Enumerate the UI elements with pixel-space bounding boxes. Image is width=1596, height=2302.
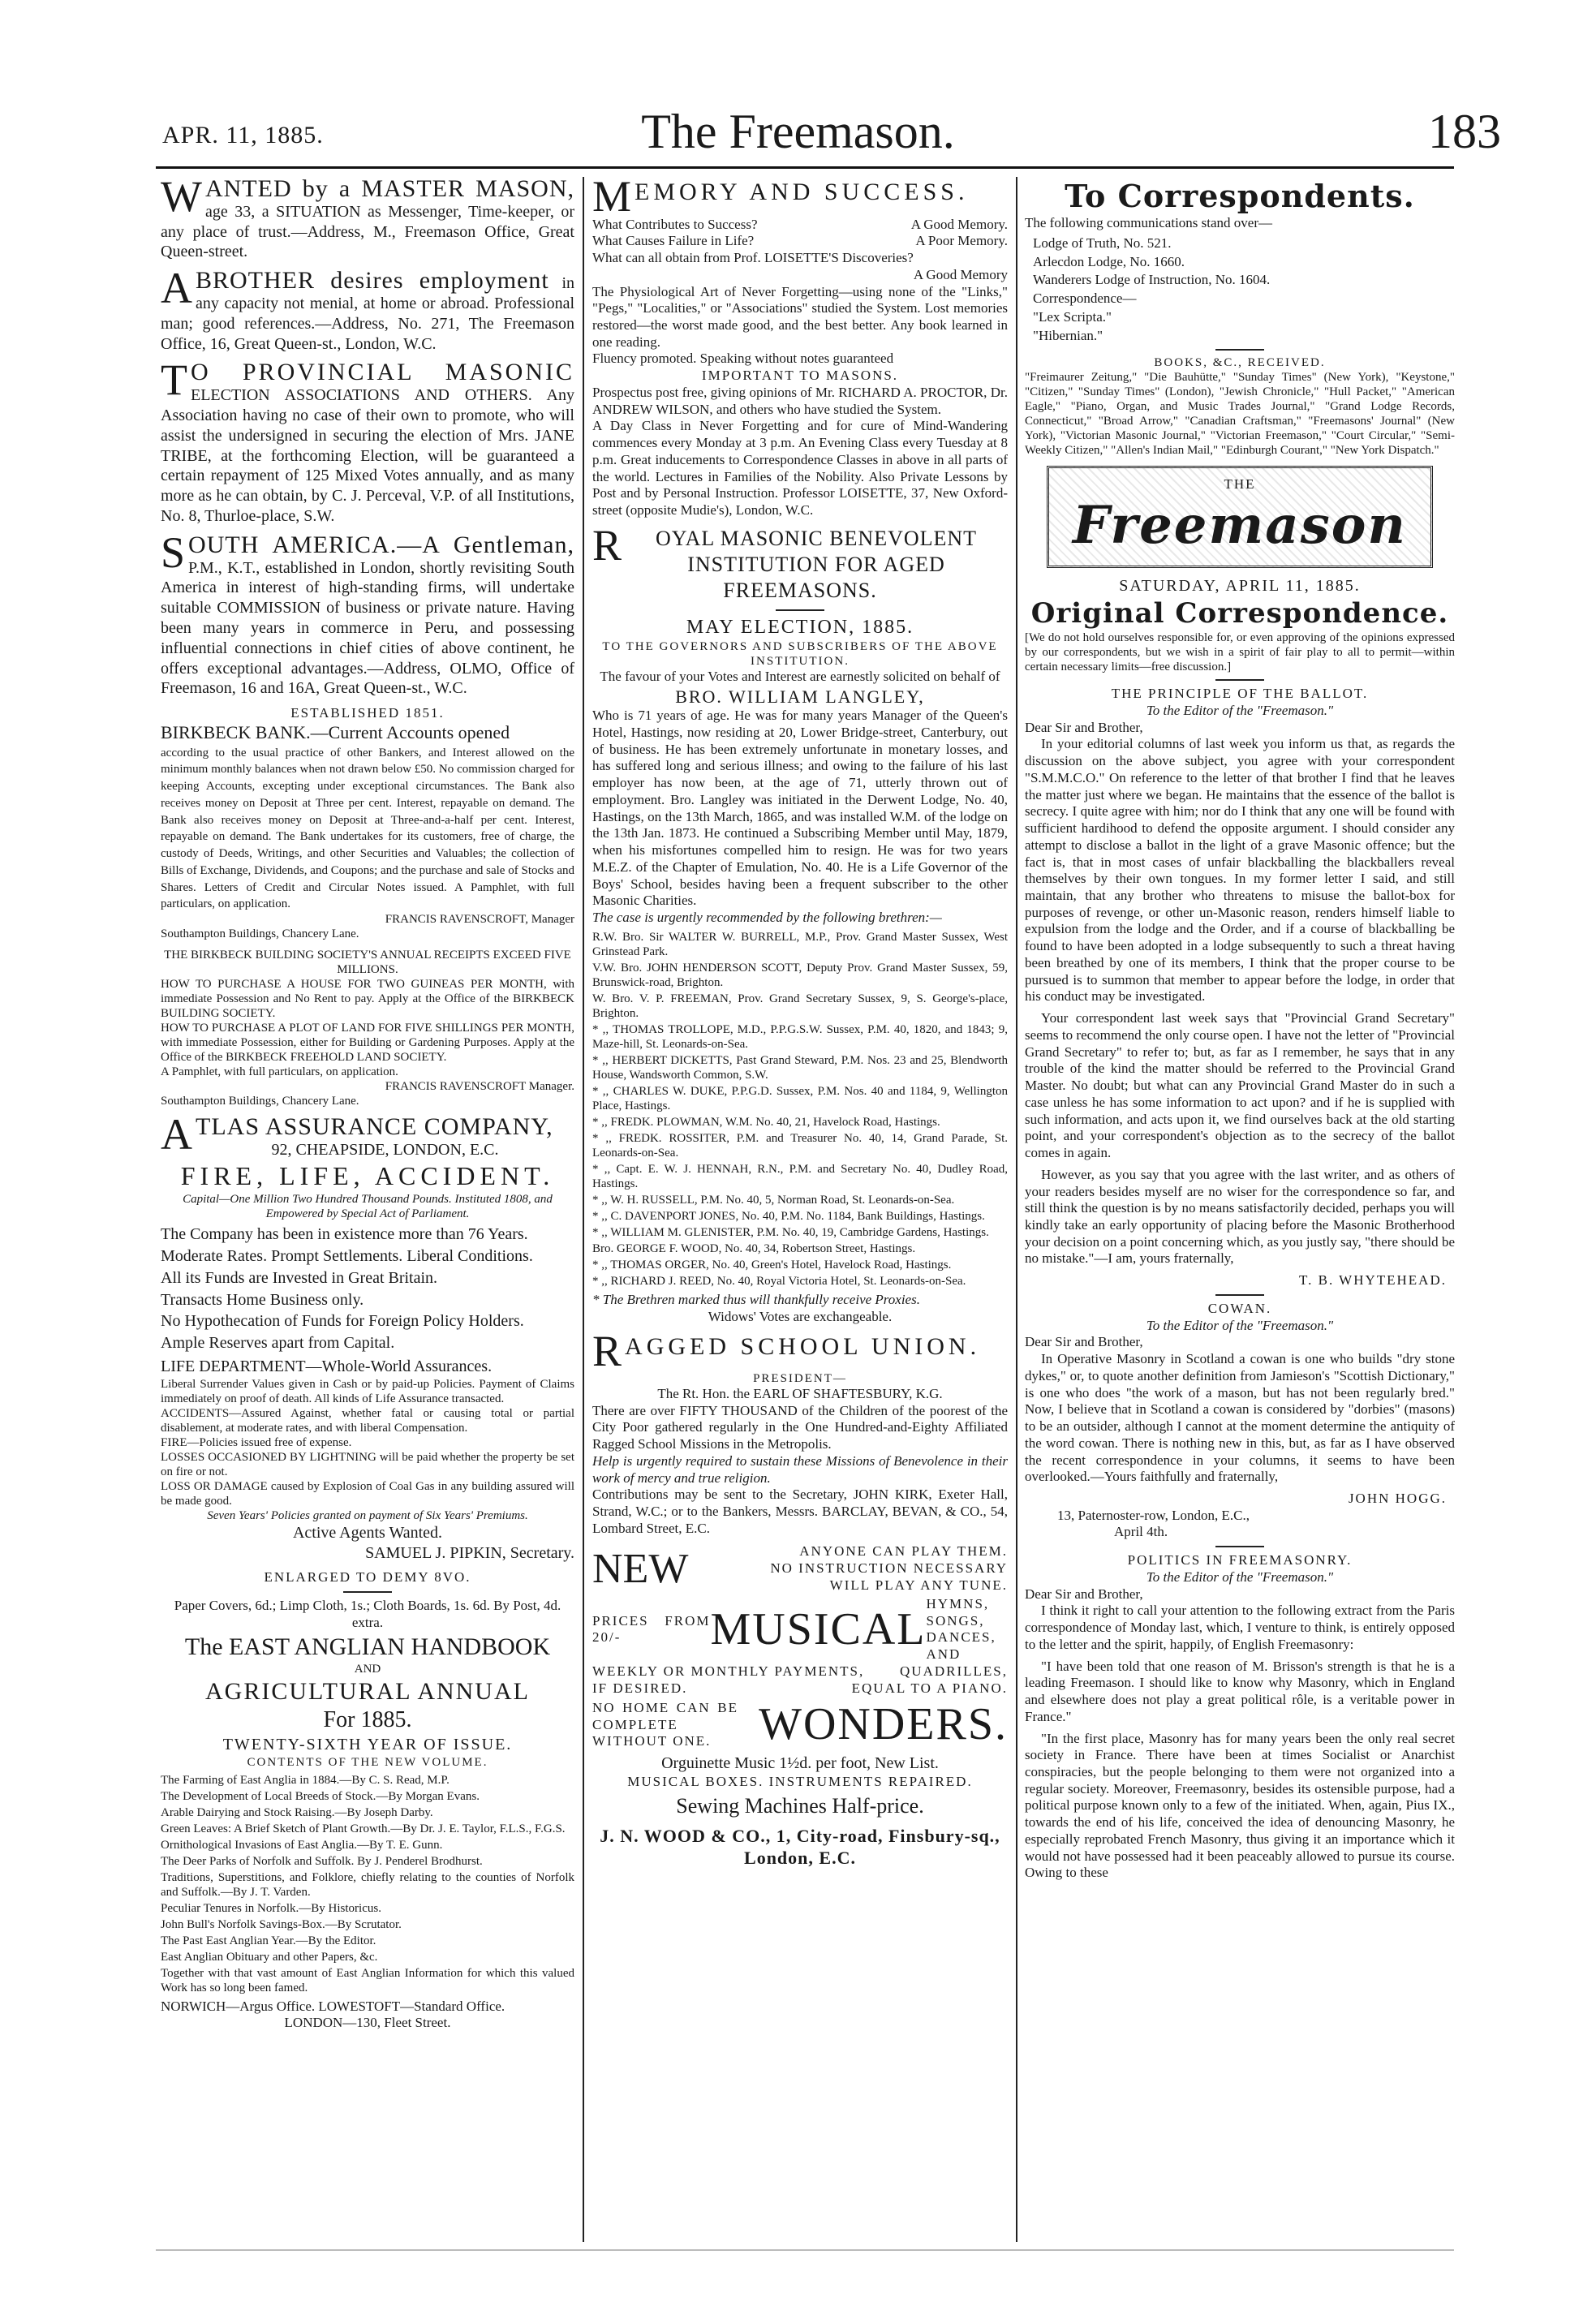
saturday-date: SATURDAY, APRIL 11, 1885. bbox=[1119, 577, 1361, 596]
ravenscroft-1: FRANCIS RAVENSCROFT, Manager bbox=[385, 913, 574, 927]
pamphlet-2: A Pamphlet, with full particulars, on application. bbox=[161, 1065, 398, 1079]
hogg-signature: JOHN HOGG. bbox=[1348, 1490, 1447, 1506]
established: ESTABLISHED 1851. bbox=[290, 705, 445, 721]
politics-paragraph: I think it right to call your attention to the following extract from the Paris correspondence of Monday last, which, I venture to think, is entirely opposed to the letter and the spirit, happily, of English Freemasonry: bbox=[1025, 1603, 1455, 1652]
qa-question: What Causes Failure in Life? bbox=[592, 233, 755, 249]
dropcap-t: T bbox=[161, 355, 187, 405]
disclaimer: [We do not hold ourselves responsible for, or even approving of the opinions expressed by our correspondents, but we wish in a spirit of fair play to all to permit—within certain necessary limits—free discussion.] bbox=[1025, 631, 1455, 674]
qa-answer: A Poor Memory. bbox=[915, 233, 1008, 249]
ad-atlas bbox=[161, 1110, 574, 1563]
ad-provincial-head: O PROVINCIAL MASONIC bbox=[191, 359, 574, 386]
ad-birkbeck-society bbox=[161, 948, 574, 1108]
ad-provincial bbox=[161, 355, 574, 526]
hymns: HYMNS, SONGS, DANCES, AND bbox=[926, 1595, 996, 1663]
pipkin: SAMUEL J. PIPKIN, Secretary. bbox=[365, 1543, 574, 1562]
memory-body: The Physiological Art of Never Forgetting—using none of the "Links," "Pegs," "Localities," or "Associations" studied the System. Lost memories restored—the worst made good, and the best better. Any book learned in one reading. bbox=[592, 283, 1008, 350]
ad-memory bbox=[592, 177, 1008, 519]
no-instruction: NO INSTRUCTION NECESSARY bbox=[770, 1560, 1008, 1577]
contents-item: The Farming of East Anglia in 1884.—By C. S. Read, M.P. bbox=[161, 1773, 450, 1787]
to-governors: TO THE GOVERNORS AND SUBSCRIBERS OF THE ABOVE INSTITUTION. bbox=[602, 640, 998, 669]
qa-answer: A Good Memory. bbox=[910, 216, 1008, 232]
birkbeck-head: BIRKBECK BANK.—Current Accounts opened bbox=[161, 721, 510, 742]
anyone: ANYONE CAN PLAY THEM. bbox=[799, 1543, 1008, 1560]
cowan-head: COWAN. bbox=[1207, 1300, 1272, 1316]
original-correspondence-head: Original Correspondence. bbox=[1030, 597, 1449, 630]
dropcap-m: M bbox=[592, 177, 632, 221]
ad-provincial-body: ELECTION ASSOCIATIONS AND OTHERS. Any Association having no case of their own to promote, who will assist the undersigned in securing the election of Mrs. JANE TRIBE, at the forthcoming Election, will be guaranteed a certain repayment of 125 Mixed Votes annually, and as many more as he can obtain, by C. J. Perceval, V.P. of all Institutions, No. 8, Thurloe-place, S.W. bbox=[161, 386, 574, 525]
qa-question: What Contributes to Success? bbox=[592, 216, 758, 232]
header-rule bbox=[156, 166, 1454, 169]
contents-item: Traditions, Superstitions, and Folklore, chiefly relating to the counties of Norfolk and Suffolk.—By J. T. Varden. bbox=[161, 1870, 574, 1899]
brethren-item: Bro. GEORGE F. WOOD, No. 40, 34, Robertson Street, Hastings. bbox=[592, 1241, 916, 1255]
handbook-issue: TWENTY-SIXTH YEAR OF ISSUE. bbox=[222, 1735, 513, 1753]
cowan-dear: Dear Sir and Brother, bbox=[1025, 1334, 1143, 1350]
brethren-item: * ,, RICHARD J. REED, No. 40, Royal Victoria Hotel, St. Leonards-on-Sea. bbox=[592, 1274, 966, 1288]
fluency: Fluency promoted. Speaking without notes guaranteed bbox=[592, 351, 894, 367]
contents-item: The Deer Parks of Norfolk and Suffolk. By J. Penderel Brodhurst. bbox=[161, 1854, 483, 1868]
ad-wanted-head: ANTED by a MASTER MASON, bbox=[204, 177, 574, 202]
house-ad: HOW TO PURCHASE A HOUSE FOR TWO GUINEAS PER MONTH, with immediate Possession and No Rent to pay. Apply at the Office of the BIRKBECK BUILDING SOCIETY. bbox=[161, 978, 574, 1021]
politics-head: POLITICS IN FREEMASONRY. bbox=[1127, 1552, 1353, 1568]
brethren-list bbox=[592, 930, 1008, 1289]
memory-head: EMORY AND SUCCESS. bbox=[635, 179, 969, 205]
recommended: The case is urgently recommended by the following brethren:— bbox=[592, 910, 942, 926]
dropcap-a: A bbox=[161, 264, 192, 313]
brethren-item: * ,, Capt. E. W. J. HENNAH, R.N., P.M. and Secretary No. 40, Dudley Road, Hastings. bbox=[592, 1162, 1008, 1190]
life-dept: LIFE DEPARTMENT—Whole-World Assurances. bbox=[161, 1358, 493, 1376]
weekly-row bbox=[592, 1663, 1008, 1680]
brethren-item: * ,, WILLIAM M. GLENISTER, P.M. No. 40, 19, Cambridge Gardens, Hastings. bbox=[592, 1225, 989, 1239]
important: IMPORTANT TO MASONS. bbox=[701, 368, 899, 384]
new-notes bbox=[770, 1543, 1008, 1595]
atlas-feature: Transacts Home Business only. bbox=[161, 1290, 364, 1309]
norwich: NORWICH—Argus Office. LOWESTOFT—Standard Office. bbox=[161, 1998, 505, 2014]
page-number: 183 bbox=[1428, 105, 1501, 158]
if-desired: IF DESIRED. bbox=[592, 1680, 688, 1696]
handbook-prices: Paper Covers, 6d.; Limp Cloth, 1s.; Cloth Boards, 1s. 6d. By Post, 4d. extra. bbox=[174, 1598, 561, 1630]
divider bbox=[1215, 1294, 1264, 1296]
may-election: MAY ELECTION, 1885. bbox=[686, 616, 914, 638]
contents-item: Ornithological Invasions of East Anglia.—By T. E. Gunn. bbox=[161, 1838, 443, 1852]
plot-ad: HOW TO PURCHASE A PLOT OF LAND FOR FIVE SHILLINGS PER MONTH, with immediate Possession, either for Building or Gardening Purposes. Apply at the Office of the BIRKBECK FREEHOLD LAND SOCIETY. bbox=[161, 1022, 574, 1065]
books-body: "Freimaurer Zeitung," "Die Bauhütte," "Sunday Times" (New York), "Keystone," "Citizen," "Sunday Times" (London), "Jewish Chronicle," "Hull Packet," "American Eagle," "Piano, Organ, and Music Trades Journal," "Grand Lodge Records, Connecticut," "Broad Arrow," "Canadian Craftsman," "Freemasons' Journal" (New York), "Victorian Masonic Journal," "Victorian Freemason," "Court Circular," "Semi-Weekly Citizen," "Allen's Indian Mail," "Edinburgh Courant," "New York Dispatch." bbox=[1025, 371, 1455, 458]
whytehead-signature: T. B. WHYTEHEAD. bbox=[1299, 1272, 1447, 1289]
brethren-item: * ,, HERBERT DICKETTS, Past Grand Steward, P.M. Nos. 23 and 25, Blendworth House, Wandsworth Common, S.W. bbox=[592, 1053, 1008, 1082]
column-3 bbox=[1025, 177, 1455, 2302]
handbook-annual: AGRICULTURAL ANNUAL bbox=[205, 1677, 530, 1705]
equal-piano: EQUAL TO A PIANO. bbox=[851, 1680, 1008, 1696]
stand-over-item: Correspondence— bbox=[1033, 290, 1137, 307]
seven-years: Seven Years' Policies granted on payment of Six Years' Premiums. bbox=[207, 1508, 528, 1522]
brethren-item: * ,, THOMAS ORGER, No. 40, Green's Hotel, Havelock Road, Hastings. bbox=[592, 1258, 952, 1271]
ballot-paragraph: In your editorial columns of last week you inform us that, as regards the discussion on the above subject, you agree with your correspondent "S.M.M.C.O." On reference to the letter of that brother I find that he leaves the matter just where we began. He maintains that the essence of the ballot is secrecy. I quite agree with him; nor do I think that any one will be found with sufficient hardihood to defend the opposite argument. I should consider any attempt to disclose a ballot in the light of a grave Masonic offence; but the fact is, that in most cases of unfair blackballing the blackballers reveal themselves by their own tongues. In my former letter I said, and still maintain, that any brother who threatens to misuse the ballot-box for purposes of revenge, or other un-Masonic reason, renders himself liable to expulsion from the lodge and the Order, and if a course of blackballing be found to have been adopted in a lodge subsequently to such a threat having been breathed by one of its members, I think that the proper course to be pursued is to summon that member to appear before the lodge, in order that his conduct may be investigated. bbox=[1025, 736, 1455, 1005]
ad-brother-body: in any capacity not menial, at home or abroad. Professional man; good references.—Address, No. 271, The Freemason Office, 16, Great Queen-st., London, W.C. bbox=[161, 274, 574, 353]
contents-item: Together with that vast amount of East Anglian Information for which this valued Work has so long been famed. bbox=[161, 1966, 574, 1994]
weekly: WEEKLY OR MONTHLY PAYMENTS, bbox=[592, 1663, 865, 1679]
prospectus: Prospectus post free, giving opinions of Mr. RICHARD A. PROCTOR, Dr. ANDREW WILSON, and others who have studied the System. bbox=[592, 384, 1008, 417]
ballot-to: To the Editor of the "Freemason." bbox=[1146, 702, 1334, 718]
no-home: NO HOME CAN BE COMPLETE WITHOUT ONE. bbox=[592, 1699, 738, 1749]
ballot-dear: Dear Sir and Brother, bbox=[1025, 719, 1143, 735]
issue-date: APR. 11, 1885. bbox=[162, 122, 324, 148]
stand-over-item: Arlecdon Lodge, No. 1660. bbox=[1033, 253, 1185, 269]
politics-to: To the Editor of the "Freemason." bbox=[1146, 1568, 1334, 1585]
ballot-paragraph: However, as you say that you agree with the last writer, and as others of your readers besides myself are no wiser for the correspondence so far, and still think the question is by no means satisfactorily decided, perhaps you will kindly take an early opportunity of placing before the Masonic Brotherhood your decision on a point concerning which, as you justly say, "there should be no mistake."—I am, yours fraternally, bbox=[1025, 1166, 1455, 1267]
new: NEW bbox=[592, 1546, 689, 1593]
footer-rule bbox=[156, 2249, 1454, 2251]
musical: MUSICAL bbox=[710, 1603, 927, 1654]
ad-south-america bbox=[161, 527, 574, 699]
musical-row bbox=[592, 1596, 1008, 1663]
column-2 bbox=[592, 177, 1008, 2302]
page-header bbox=[0, 0, 1596, 166]
southampton-1: Southampton Buildings, Chancery Lane. bbox=[161, 927, 359, 941]
stand-over: The following communications stand over— bbox=[1025, 215, 1272, 231]
brethren-item: * ,, FREDK. ROSSITER, P.M. and Treasurer No. 40, 14, Grand Parade, St. Leonards-on-Sea. bbox=[592, 1131, 1008, 1160]
divider bbox=[1215, 349, 1264, 351]
langley-body: Who is 71 years of age. He was for many years Manager of the Queen's Hotel, Hastings, now residing at 20, Lower Bridge-street, Canterbury, out of business. He has been extremely unfortunate in monetary losses, and has suffered long and serious illness; and owing to the failure of his last employer has now been, at the age of 71, utterly thrown out of employment. Bro. Langley was initiated in the Derwent Lodge, No. 40, Hastings, on the 13th March, 1865, and was installed W.M. of the lodge on the 13th Jan. 1873. He continued a Subscribing Member until May, 1879, when his misfortunes compelled him to resign. He was for two years M.E.Z. of the Chapter of Emulation, No. 40. He is a Life Governor of the Boys' School, besides having been a frequent subscriber to the other Masonic Charities. bbox=[592, 708, 1008, 909]
accidents: ACCIDENTS—Assured Against, whether fatal or causing total or partial disablement, at moderate rates, and with liberal Compensation. bbox=[161, 1406, 574, 1435]
dropcap-r: R bbox=[592, 520, 622, 570]
atlas-features bbox=[161, 1224, 574, 1353]
ad-brother bbox=[161, 264, 574, 354]
books-head: BOOKS, &C., RECEIVED. bbox=[1154, 356, 1326, 370]
cowan-paragraph: In Operative Masonry in Scotland a cowan is one who builds "dry stone dykes," or, to quote another definition from Jamieson's "Scottish Dictionary," is one who does "the work of a mason, but has not been regularly bred." Now, I believe that in Scotland a cowan is considered by "dorbies" (masons) to be an outsider, although I cannot at the moment determine the antiquity of the word cowan. There is nothing new in this, but, as far as I have observed the recent correspondence in your columns, it seems to have been overlooked.—Yours faithfully and fraternally, bbox=[1025, 1351, 1455, 1485]
langley-name: BRO. WILLIAM LANGLEY, bbox=[675, 686, 925, 707]
ad-south-body: P.M., K.T., established in London, shortly revisiting South America in interest of high-standing firms, will undertake suitable COMMISSION of business or private nature. Having been many years in commerce in Peru, and possessing influential connections in chief cities of above continent, he offers exceptional advantages.—Address, OLMO, Office of Freemason, 16 and 16A, Great Queen-st., W.C. bbox=[161, 558, 574, 698]
contents-item: Arable Dairying and Stock Raising.—By Joseph Darby. bbox=[161, 1805, 433, 1819]
contents-item: Peculiar Tenures in Norfolk.—By Historicus. bbox=[161, 1901, 381, 1915]
atlas-head: TLAS ASSURANCE COMPANY, bbox=[196, 1113, 553, 1141]
qa-row bbox=[592, 250, 1008, 283]
atlas-address: 92, CHEAPSIDE, LONDON, E.C. bbox=[271, 1140, 499, 1159]
atlas-feature: Ample Reserves apart from Capital. bbox=[161, 1334, 395, 1353]
widows: Widows' Votes are exchangeable. bbox=[708, 1308, 893, 1324]
atlas-capital: Capital—One Million Two Hundred Thousand Pounds. Instituted 1808, and Empowered by Special Act of Parliament. bbox=[183, 1193, 553, 1221]
enlarged: ENLARGED TO DEMY 8VO. bbox=[264, 1569, 471, 1586]
freemason-banner bbox=[1047, 466, 1433, 568]
life-body: Liberal Surrender Values given in Cash or by paid-up Policies. Payment of Claims immediately on proof of death. All kinds of Life Assurance transacted. bbox=[161, 1377, 574, 1405]
wonders-row bbox=[592, 1697, 1008, 1753]
qa-question: What can all obtain from Prof. LOISETTE'S Discoveries? bbox=[592, 250, 914, 266]
dropcap-atlas: A bbox=[161, 1110, 192, 1160]
dropcap-s: S bbox=[161, 527, 186, 577]
dropcap-w: W bbox=[161, 177, 202, 221]
column-1 bbox=[161, 177, 574, 2302]
wood-address: J. N. WOOD & CO., 1, City-road, Finsbury-sq., London, E.C. bbox=[600, 1825, 1000, 1868]
favour: The favour of your Votes and Interest are earnestly solicited on behalf of bbox=[600, 669, 1000, 685]
brethren-item: * ,, THOMAS TROLLOPE, M.D., P.P.G.S.W. Sussex, P.M. 40, 1820, and 1843; 9, Maze-hill, St. Leonards-on-Sea. bbox=[592, 1022, 1008, 1051]
ragged-body: There are over FIFTY THOUSAND of the Children of the poorest of the City Poor gathered regularly in the One Hundred-and-Eighty Affiliated Ragged School Missions in the Metropolis. bbox=[592, 1402, 1008, 1452]
to-correspondents-head: To Correspondents. bbox=[1065, 178, 1415, 214]
contents-item: Green Leaves: A Brief Sketch of Plant Growth.—By Dr. J. E. Taylor, F.L.S., F.G.S. bbox=[161, 1822, 566, 1835]
loss-damage: LOSS OR DAMAGE caused by Explosion of Coal Gas in any building assured will be made good. bbox=[161, 1479, 574, 1508]
stand-over-item: Wanderers Lodge of Instruction, No. 1604. bbox=[1033, 272, 1271, 288]
birkbeck-body: according to the usual practice of other Bankers, and Interest allowed on the minimum monthly balances when not drawn below £50. No commission charged for keeping Accounts, excepting under exceptional circumstances. The Bank also receives money on Deposit at Three per cent. Interest, repayable on demand. The Bank also receives money on Deposit at Three-and-a-half per cent. Interest, repayable on demand. The Bank undertakes for its customers, free of charge, the custody of Deeds, Writings, and other Securities and Valuables; the collection of Bills of Exchange, Dividends, and Coupons; and the purchase and sale of Stocks and Shares. Letters of Credit and Circular Notes issued. A Pamphlet, with full particulars, on application. bbox=[161, 746, 574, 911]
banner-the: THE bbox=[1224, 476, 1256, 493]
divider bbox=[1215, 1546, 1264, 1547]
contents-head: CONTENTS OF THE NEW VOLUME. bbox=[247, 1755, 488, 1769]
brethren-item: V.W. Bro. JOHN HENDERSON SCOTT, Deputy Prov. Grand Master Sussex, 59, Brunswick-road, Brighton. bbox=[592, 961, 1008, 989]
ravenscroft-2: FRANCIS RAVENSCROFT Manager. bbox=[385, 1080, 574, 1094]
column-divider-1 bbox=[583, 177, 584, 2242]
contributions: Contributions may be sent to the Secretary, JOHN KIRK, Exeter Hall, Strand, W.C.; or to the Bankers, Messrs. BARCLAY, BEVAN, & CO., 54, Lombard Street, E.C. bbox=[592, 1487, 1008, 1536]
handbook-year: For 1885. bbox=[323, 1707, 412, 1733]
divider bbox=[776, 609, 824, 611]
ad-south-head: OUTH AMERICA.—A Gentleman, bbox=[188, 531, 574, 558]
hogg-date: April 4th. bbox=[1114, 1524, 1168, 1540]
politics-paragraph: "I have been told that one reason of M. Brisson's strength is that he is a leading Freemason. I should like to know why Masonry, which in England and elsewhere does not play a great political rôle, is a veritable power in France." bbox=[1025, 1658, 1455, 1724]
london-address: LONDON—130, Fleet Street. bbox=[284, 2015, 451, 2031]
handbook-title: The EAST ANGLIAN HANDBOOK bbox=[184, 1633, 551, 1660]
stand-over-item: "Lex Scripta." bbox=[1033, 308, 1112, 325]
musical-boxes: MUSICAL BOXES. INSTRUMENTS REPAIRED. bbox=[627, 1773, 973, 1789]
ballot-paragraph: Your correspondent last week says that "Provincial Grand Secretary" seems to recommend the only course open. I have not the letter of "Provincial Grand Secretary" to refer to; but, as far as I remember, he says that in any trouble of the kind the matter should be referred to the Provincial Grand Master. No doubt; but what can any Provincial Grand Master do in such a case unless he has some information to act upon? and if he is supplied with such information, and acts upon it, we find ourselves back at the old starting point, and your correspondent's objection as to the secrecy of the ballot comes in again. bbox=[1025, 1010, 1455, 1161]
stand-over-list bbox=[1033, 235, 1455, 344]
sewing: Sewing Machines Half-price. bbox=[676, 1794, 924, 1818]
qa-answer: A Good Memory bbox=[913, 266, 1008, 282]
stand-over-item: Lodge of Truth, No. 521. bbox=[1033, 235, 1172, 251]
atlas-feature: The Company has been in existence more than 76 Years. bbox=[161, 1225, 528, 1244]
ad-ragged-school bbox=[592, 1327, 1008, 1537]
brethren-item: R.W. Bro. Sir WALTER W. BURRELL, M.P., Prov. Grand Master Sussex, West Grinstead Park. bbox=[592, 930, 1008, 958]
atlas-feature: No Hypothecation of Funds for Foreign Policy Holders. bbox=[161, 1312, 524, 1331]
divider bbox=[1215, 679, 1264, 681]
proxies: * The Brethren marked thus will thankfully receive Proxies. bbox=[592, 1291, 920, 1307]
contents-item: The Development of Local Breeds of Stock.—By Morgan Evans. bbox=[161, 1789, 480, 1803]
banner-title: Freemason bbox=[1073, 494, 1407, 556]
brethren-item: * ,, CHARLES W. DUKE, P.P.G.D. Sussex, P.M. Nos. 40 and 1184, 9, Wellington Place, Hastings. bbox=[592, 1084, 1008, 1112]
cowan-to: To the Editor of the "Freemason." bbox=[1146, 1317, 1334, 1333]
president: PRESIDENT— bbox=[753, 1371, 847, 1385]
agents-wanted: Active Agents Wanted. bbox=[292, 1523, 443, 1542]
shaftesbury: The Rt. Hon. the EARL OF SHAFTESBURY, K.G. bbox=[657, 1385, 943, 1401]
ad-handbook bbox=[161, 1569, 574, 2032]
brethren-item: * ,, C. DAVENPORT JONES, No. 40, P.M. No. 1184, Bank Buildings, Hastings. bbox=[592, 1209, 985, 1223]
fire-policies: FIRE—Policies issued free of expense. bbox=[161, 1435, 352, 1449]
southampton-2: Southampton Buildings, Chancery Lane. bbox=[161, 1095, 359, 1108]
new-row bbox=[592, 1543, 1008, 1595]
politics-paragraph: "In the first place, Masonry has for many years been the only real secret society in France. There have been at times Socialist or Anarchist conspiracies, but the people belonging to them were not organized into a regular society. Moreover, Freemasonry, besides its ostensible purpose, had a political purpose known only to a few of the initiated. When, again, Pius IX., towards the end of his life, conceived the idea of denouncing Masonry, he especially reprobated French Masonry, thus giving it an importance which it would not have possessed had it been peaceably allowed to pursue its course. Owing to these bbox=[1025, 1730, 1455, 1881]
contents-item: The Past East Anglian Year.—By the Editor. bbox=[161, 1934, 376, 1947]
lightning: LOSSES OCCASIONED BY LIGHTNING will be paid whether the property be set on fire or not. bbox=[161, 1450, 574, 1478]
ad-birkbeck bbox=[161, 722, 574, 941]
masthead-title: The Freemason. bbox=[641, 105, 955, 158]
any-tune: WILL PLAY ANY TUNE. bbox=[829, 1577, 1008, 1593]
dropcap-ragged: R bbox=[592, 1327, 622, 1376]
qa-row bbox=[592, 233, 1008, 250]
desired-row bbox=[592, 1680, 1008, 1697]
qa-row bbox=[592, 217, 1008, 234]
society-head: THE BIRKBECK BUILDING SOCIETY'S ANNUAL RECEIPTS EXCEED FIVE MILLIONS. bbox=[164, 949, 571, 977]
ad-musical-wonders bbox=[592, 1543, 1008, 1869]
atlas-feature: Moderate Rates. Prompt Settlements. Liberal Conditions. bbox=[161, 1247, 533, 1266]
stand-over-item: "Hibernian." bbox=[1033, 327, 1103, 343]
contents-item: East Anglian Obituary and other Papers, &c. bbox=[161, 1950, 378, 1964]
royal-head: OYAL MASONIC BENEVOLENT INSTITUTION FOR AGED FREEMASONS. bbox=[655, 526, 978, 603]
hogg-address: 13, Paternoster-row, London, E.C., bbox=[1057, 1507, 1250, 1523]
fire-life-accident: FIRE, LIFE, ACCIDENT. bbox=[180, 1160, 555, 1190]
divider bbox=[343, 1591, 392, 1593]
contents-list bbox=[161, 1773, 574, 1995]
brethren-item: * ,, W. H. RUSSELL, P.M. No. 40, 5, Norman Road, St. Leonards-on-Sea. bbox=[592, 1193, 955, 1207]
orguinette: Orguinette Music 1½d. per foot, New List. bbox=[661, 1753, 939, 1772]
ad-wanted bbox=[161, 177, 574, 262]
brethren-item: * ,, FREDK. PLOWMAN, W.M. No. 40, 21, Havelock Road, Hastings. bbox=[592, 1115, 940, 1129]
ragged-help: Help is urgently required to sustain these Missions of Benevolence in their work of mercy and true religion. bbox=[592, 1452, 1008, 1486]
atlas-feature: All its Funds are Invested in Great Britain. bbox=[161, 1268, 438, 1287]
politics-dear: Dear Sir and Brother, bbox=[1025, 1586, 1143, 1602]
quadrilles: QUADRILLES, bbox=[900, 1663, 1008, 1679]
ad-wanted-body: age 33, a SITUATION as Messenger, Time-keeper, or any place of trust.—Address, M., Freemason Office, Great Queen-street. bbox=[161, 202, 574, 261]
column-divider-2 bbox=[1016, 177, 1017, 2242]
prices-from: PRICES FROM 20/- bbox=[592, 1612, 711, 1646]
ballot-head: THE PRINCIPLE OF THE BALLOT. bbox=[1111, 686, 1369, 702]
classes: A Day Class in Never Forgetting and for cure of Mind-Wandering commences every Monday at 3 p.m. An Evening Class every Tuesday at 8 p.m. Great inducements to Correspondence Classes in above in all parts of the world. Lectures in Families of the Nobility. Also Private Lessons by Post and by Personal Instruction. Professor LOISETTE, 37, New Oxford-street (opposite Mudie's), London, W.C. bbox=[592, 418, 1008, 518]
contents-item: John Bull's Norfolk Savings-Box.—By Scrutator. bbox=[161, 1917, 402, 1931]
brethren-item: W. Bro. V. P. FREEMAN, Prov. Grand Secretary Sussex, 9, S. George's-place, Brighton. bbox=[592, 992, 1008, 1020]
handbook-and: AND bbox=[354, 1662, 381, 1676]
wonders: WONDERS. bbox=[759, 1699, 1008, 1750]
ragged-head: AGGED SCHOOL UNION. bbox=[625, 1333, 981, 1361]
ad-brother-head: BROTHER desires employment bbox=[196, 267, 549, 295]
ad-royal-masonic bbox=[592, 520, 1008, 1325]
